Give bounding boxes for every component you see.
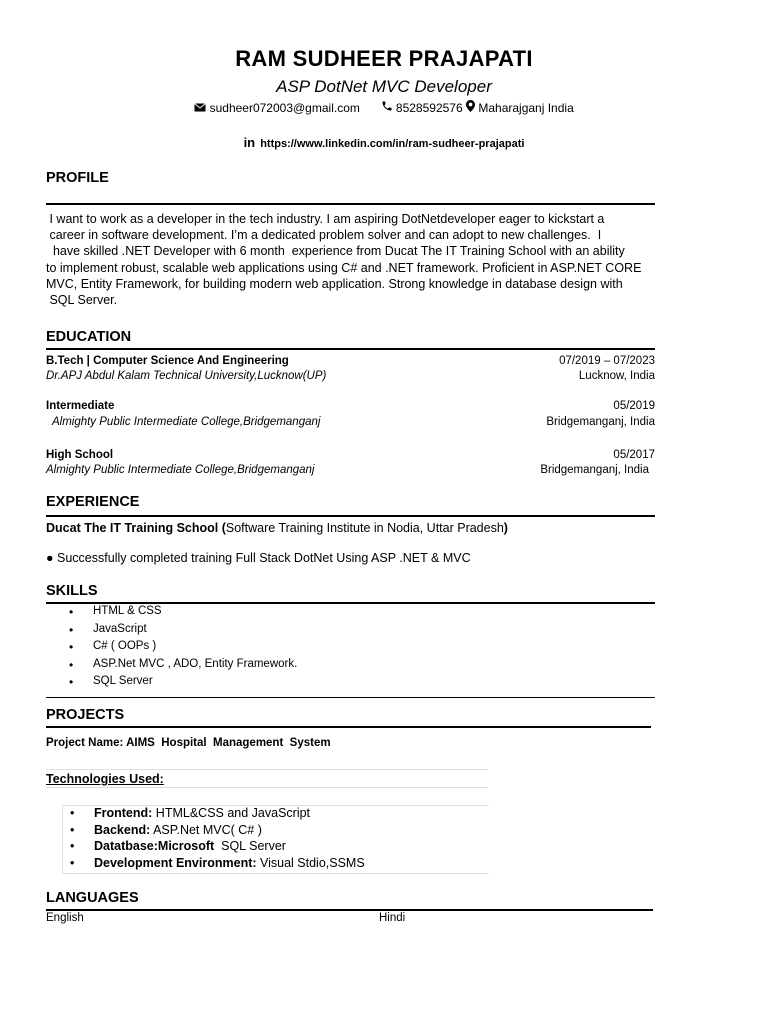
- education-dates: 07/2019 – 07/2023: [559, 355, 655, 367]
- candidate-name: RAM SUDHEER PRAJAPATI: [235, 46, 533, 71]
- skill-item: • HTML & CSS: [46, 605, 646, 623]
- contact-line: [0, 100, 768, 115]
- languages-heading: LANGUAGES: [46, 890, 139, 906]
- tech-value: HTML&CSS and JavaScript: [152, 806, 311, 820]
- phone-icon: [381, 100, 393, 115]
- education-degree: B.Tech | Computer Science And Engineering: [46, 355, 289, 367]
- languages-divider: [46, 909, 653, 911]
- education-degree: High School: [46, 449, 114, 461]
- location-text: Maharajganj India: [478, 100, 574, 115]
- company-description: Software Training Institute in Nodia, Uttar Pradesh: [225, 521, 504, 535]
- tech-value: SQL Server: [214, 839, 286, 853]
- phone-text: 8528592576: [395, 100, 463, 115]
- skills-divider: [46, 602, 655, 604]
- education-dates: 05/2017: [613, 449, 655, 461]
- tech-item: [63, 856, 489, 873]
- skill-item: • C# ( OOPs ): [46, 640, 646, 658]
- skills-heading: SKILLS: [46, 583, 98, 599]
- skill-item: • ASP.Net MVC , ADO, Entity Framework.: [46, 658, 646, 676]
- technologies-heading-box: [46, 769, 488, 788]
- profile-heading: PROFILE: [46, 170, 109, 186]
- technologies-box: [62, 805, 489, 874]
- education-school: Dr.APJ Abdul Kalam Technical University,Lucknow(UP): [46, 370, 327, 382]
- education-divider: [46, 348, 655, 350]
- profile-text: [46, 211, 658, 308]
- tech-label: Development Environment:: [94, 855, 257, 870]
- skill-item: • JavaScript: [46, 623, 646, 641]
- company-close: ): [503, 521, 508, 535]
- projects-heading: PROJECTS: [46, 707, 125, 723]
- tech-value: Visual Stdio,SSMS: [256, 855, 365, 870]
- tech-item: [63, 839, 489, 856]
- skill-item: • SQL Server: [46, 675, 646, 693]
- email-text[interactable]: sudheer072003@gmail.com: [209, 100, 360, 115]
- job-title: ASP DotNet MVC Developer: [276, 77, 492, 96]
- language-item: Hindi: [379, 912, 406, 924]
- profile-line: SQL Server.: [46, 293, 118, 308]
- education-place: Lucknow, India: [578, 370, 655, 382]
- project-name: Project Name: AIMS Hospital Management System: [46, 737, 331, 749]
- experience-bullet: ● Successfully completed training Full Stack DotNet Using ASP .NET & MVC: [46, 551, 471, 565]
- experience-heading: EXPERIENCE: [46, 494, 140, 510]
- tech-label: Frontend:: [94, 806, 153, 820]
- location-pin-icon: [466, 100, 475, 115]
- experience-divider: [46, 515, 655, 517]
- education-degree: Intermediate: [46, 400, 115, 412]
- skills-list: [46, 605, 646, 693]
- skills-bottom-divider: [46, 697, 655, 698]
- education-place: Bridgemanganj, India: [546, 416, 655, 428]
- projects-divider: [46, 726, 651, 728]
- education-school: Almighty Public Intermediate College,Bridgemanganj: [46, 416, 321, 428]
- education-place: Bridgemanganj, India: [540, 464, 649, 476]
- profile-line: I want to work as a developer in the tech industry. I am aspiring DotNetdeveloper eager to kickstart a: [46, 212, 605, 226]
- education-school: Almighty Public Intermediate College,Bridgemanganj: [46, 464, 315, 476]
- tech-item: [63, 806, 489, 823]
- linkedin-line: [0, 135, 768, 150]
- tech-label: Backend:: [94, 822, 151, 837]
- tech-value: ASP.Net MVC( C# ): [150, 822, 262, 837]
- profile-line: career in software development. I’m a dedicated problem solver and can adopt to new challenges. I: [46, 228, 602, 243]
- language-item: English: [46, 912, 84, 924]
- technologies-list: [63, 806, 489, 872]
- linkedin-icon: in: [243, 135, 256, 150]
- linkedin-link[interactable]: https://www.linkedin.com/in/ram-sudheer-prajapati: [260, 138, 525, 150]
- technologies-heading: Technologies Used:: [46, 772, 164, 786]
- company-name: Ducat The IT Training School (: [46, 521, 226, 535]
- profile-divider: [46, 203, 655, 205]
- tech-label: Datatbase:Microsoft: [94, 839, 215, 853]
- education-dates: 05/2019: [613, 400, 655, 412]
- experience-company: [46, 521, 508, 535]
- profile-line: have skilled .NET Developer with 6 month experience from Ducat The IT Training School with an ability: [46, 244, 625, 259]
- profile-line: to implement robust, scalable web applications using C# and .NET framework. Proficient in ASP.NET CORE: [46, 260, 642, 275]
- envelope-icon: [194, 101, 206, 115]
- tech-item: [63, 823, 489, 840]
- education-heading: EDUCATION: [46, 329, 132, 345]
- profile-line: MVC, Entity Framework, for building modern web application. Strong knowledge in database design with: [46, 276, 623, 291]
